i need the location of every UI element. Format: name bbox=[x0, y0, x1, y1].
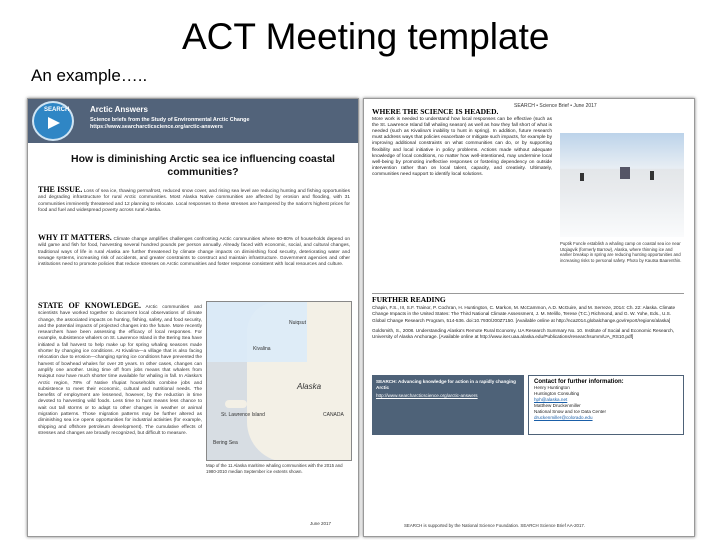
contact-org-1: Huntington Consulting bbox=[534, 391, 580, 396]
map-label-canada: CANADA bbox=[323, 412, 344, 418]
left-page-footer: June 2017 bbox=[310, 521, 332, 526]
bird-icon bbox=[48, 117, 60, 129]
state-heading: STATE OF KNOWLEDGE. bbox=[38, 301, 141, 310]
search-info-box bbox=[372, 375, 524, 435]
contact-org-2: National Snow and Ice Data Center bbox=[534, 409, 607, 414]
state-section bbox=[38, 303, 202, 437]
contact-box bbox=[528, 375, 684, 435]
contact-name-2: Matthew Druckenmiller bbox=[534, 403, 581, 408]
photo-person bbox=[650, 171, 654, 180]
right-page-footer: SEARCH is supported by the National Science Foundation. SEARCH Science Brief AA-2017. bbox=[404, 523, 586, 528]
map-label-st-lawrence: St. Lawrence Island bbox=[221, 412, 265, 418]
page-banner bbox=[28, 99, 358, 143]
search-box-title: SEARCH: Advancing knowledge for action in a rapidly changing Arctic bbox=[376, 379, 516, 390]
contact-email-1[interactable]: hph@alaska.net bbox=[534, 397, 568, 402]
photo-ice bbox=[560, 193, 684, 237]
search-logo bbox=[32, 101, 74, 141]
map-island bbox=[225, 400, 247, 408]
where-heading: WHERE THE SCIENCE IS HEADED. bbox=[372, 107, 499, 116]
further-heading: FURTHER READING bbox=[372, 295, 446, 304]
reference-2: Goldsmith, S., 2008. Understanding Alaska's Remote Rural Economy. UA Research Summary No. 10. Institute of Social and Economic Research, University of Alaska Anchorage. [Available online at http://www.iser.uaa.alaska.edu/Publications/researchsumm/UA_RS10.pdf] bbox=[372, 327, 674, 340]
contact-heading: Contact for further information: bbox=[534, 379, 624, 385]
map-label-kivalina: Kivalina bbox=[253, 346, 271, 352]
photo-sled bbox=[620, 167, 630, 179]
map-ice-extent bbox=[207, 302, 307, 362]
section-divider bbox=[372, 293, 684, 294]
why-section bbox=[38, 235, 350, 268]
issue-section bbox=[38, 187, 350, 214]
issue-text: Loss of sea ice, thawing permafrost, reduced snow cover, and rising sea level are reducing hunting and fishing opportunities and degrading infrastructure for rural Arctic communities. Most Alaska Native communities are affected by erosion and flooding, with 31 communities imminently threatened and 12 planning to relocate. Local responses to these stresses are hampered by the nation's highest prices for food and fuel and widespread poverty across rural Alaska. bbox=[38, 189, 351, 213]
search-box-url[interactable]: http://www.searcharcticscience.org/arctic-answers bbox=[376, 393, 478, 398]
banner-url: https://www.searcharcticscience.org/arctic-answers bbox=[90, 124, 223, 130]
brief-headline: How is diminishing Arctic sea ice influencing coastal communities? bbox=[71, 153, 335, 178]
where-text: More work is needed to understand how local responses can be effective (such as the St. Lawrence Island fall whaling season) as well as how they fall short of what is needed (such as Kivalina's inability to hunt in spring). In addition, future research must address ways that policies exacerbate or mitigate such impacts, for example by improving additional constraints on what communities can do, or by supporting flexibility and local initiative in policy problems. Actions made without adequate knowledge of local conditions, no matter how well-intentioned, may undermine local well-being by promoting ineffective responses or fostering dependency on outside intervention rather than on local talent, capacity, and creativity. Ultimately, communities need support to identify local solutions. bbox=[372, 117, 552, 177]
banner-title: Arctic Answers bbox=[90, 105, 148, 114]
banner-subtitle bbox=[90, 117, 340, 131]
photo-caption: Puptik Funcle establish a whaling camp on coastal sea ice near Utqiagvik (formerly Barrow), Alaska, where thinning ice and earlier breakup in spring are reducing hunting opportunities and increasing risks to personal safety. Photo by Kautsa Baarenthin. bbox=[560, 241, 682, 263]
document-page-left bbox=[27, 98, 359, 537]
why-heading: WHY IT MATTERS. bbox=[38, 233, 112, 242]
map-caption: Map of the 11 Alaska maritime whaling communities with the 2015 and 1980-2010 median September ice extents shown. bbox=[206, 463, 343, 474]
where-section bbox=[372, 109, 552, 178]
slide-title: ACT Meeting template bbox=[182, 16, 550, 57]
whaling-camp-photo bbox=[560, 133, 684, 237]
contact-email-2[interactable]: druckenmiller@colorado.edu bbox=[534, 415, 593, 420]
right-page-header: SEARCH • Science Brief • June 2017 bbox=[514, 103, 597, 109]
document-page-right bbox=[363, 98, 695, 537]
contact-name-1: Henry Huntington bbox=[534, 385, 570, 390]
why-text: Climate change amplifies challenges confronting Arctic communities where 60-80% of households depend on wild game and fish for food, harvesting several hundred pounds per person annually. Already faced with economic, social, and cultural changes, traditional ways of life in rural Alaska are further threatened by climate change impacts on diminishing food security, deteriorating water and sewage systems, increasing risk of accidents, and greater constraints to construct and maintain infrastructure. Government agencies and other institutions need to promote policies that reduce stresses on Arctic communities and foster response consistent with local resources and culture. bbox=[38, 237, 350, 268]
state-text: Arctic communities and scientists have worked together to document local observations of climate change, the associated impacts on hunting, fishing, safety, and food security, and the potential impacts of projected changes into the future. More recently researchers have been assessing the efficacy of local responses. For example, subsistence whalers on St. Lawrence Island in the Bering Sea have initiated a fall harvest to help make up for spring whaling seasons made shorter by changing ice conditions. At Kivalina—a village that is also facing relocation due to erosion—changing spring ice conditions have prevented the harvest of bowhead whales for over 20 years. In other cases, changes can amplify one another. Using time off from jobs means that whalers from Nuiqsut now have much shorter time available for whaling in fall. In Alaska's Arctic region, 78% of Native Iñupiat households combine jobs and subsistence to meet their economic, cultural and nutritional needs. The benefits of employment are lessened, however, by the reduction in time devoted to harvesting wild foods. Less time to hunt means less chance to wait out tall storms or to adapt to other changes in weather or animal migration patterns. Those migration patterns may be further altered as diminishing sea ice opens opportunities for industrial activities (for example, shipping and offshore petroleum development). The cumulative effects of stresses and changes are broadly recognized, but difficult to measure. bbox=[38, 305, 203, 436]
map-label-nuiqsut: Nuiqsut bbox=[289, 320, 306, 326]
logo-text: SEARCH bbox=[44, 107, 70, 113]
map-label-bering-sea: Bering Sea bbox=[213, 440, 238, 446]
map-label-alaska: Alaska bbox=[297, 382, 322, 391]
banner-subtitle-line: Science briefs from the Study of Environmental Arctic Change bbox=[90, 117, 250, 123]
slide-subtitle: An example….. bbox=[31, 66, 148, 85]
alaska-map bbox=[206, 301, 352, 461]
issue-heading: THE ISSUE. bbox=[38, 185, 83, 194]
photo-person bbox=[580, 173, 584, 181]
further-reading-section bbox=[372, 297, 684, 344]
reference-1: Chapin, F.S., III, S.F. Trainor, P. Cochran, H. Huntington, C. Markon, M. McCammon, A.D. McGuire, and M. Serreze, 2014: Ch. 22: Alaska. Climate Change Impacts in the United States: The Third National Climate Assessment, J. M. Melillo, Terese (T.C.) Richmond, and G. W. Yohe, Eds., U.S. Global Change Research Program, 514-536. doi:10.7930/J00Z7150. [Available online at http://nca2014.globalchange.gov/report/regions/alaska] bbox=[372, 305, 676, 323]
